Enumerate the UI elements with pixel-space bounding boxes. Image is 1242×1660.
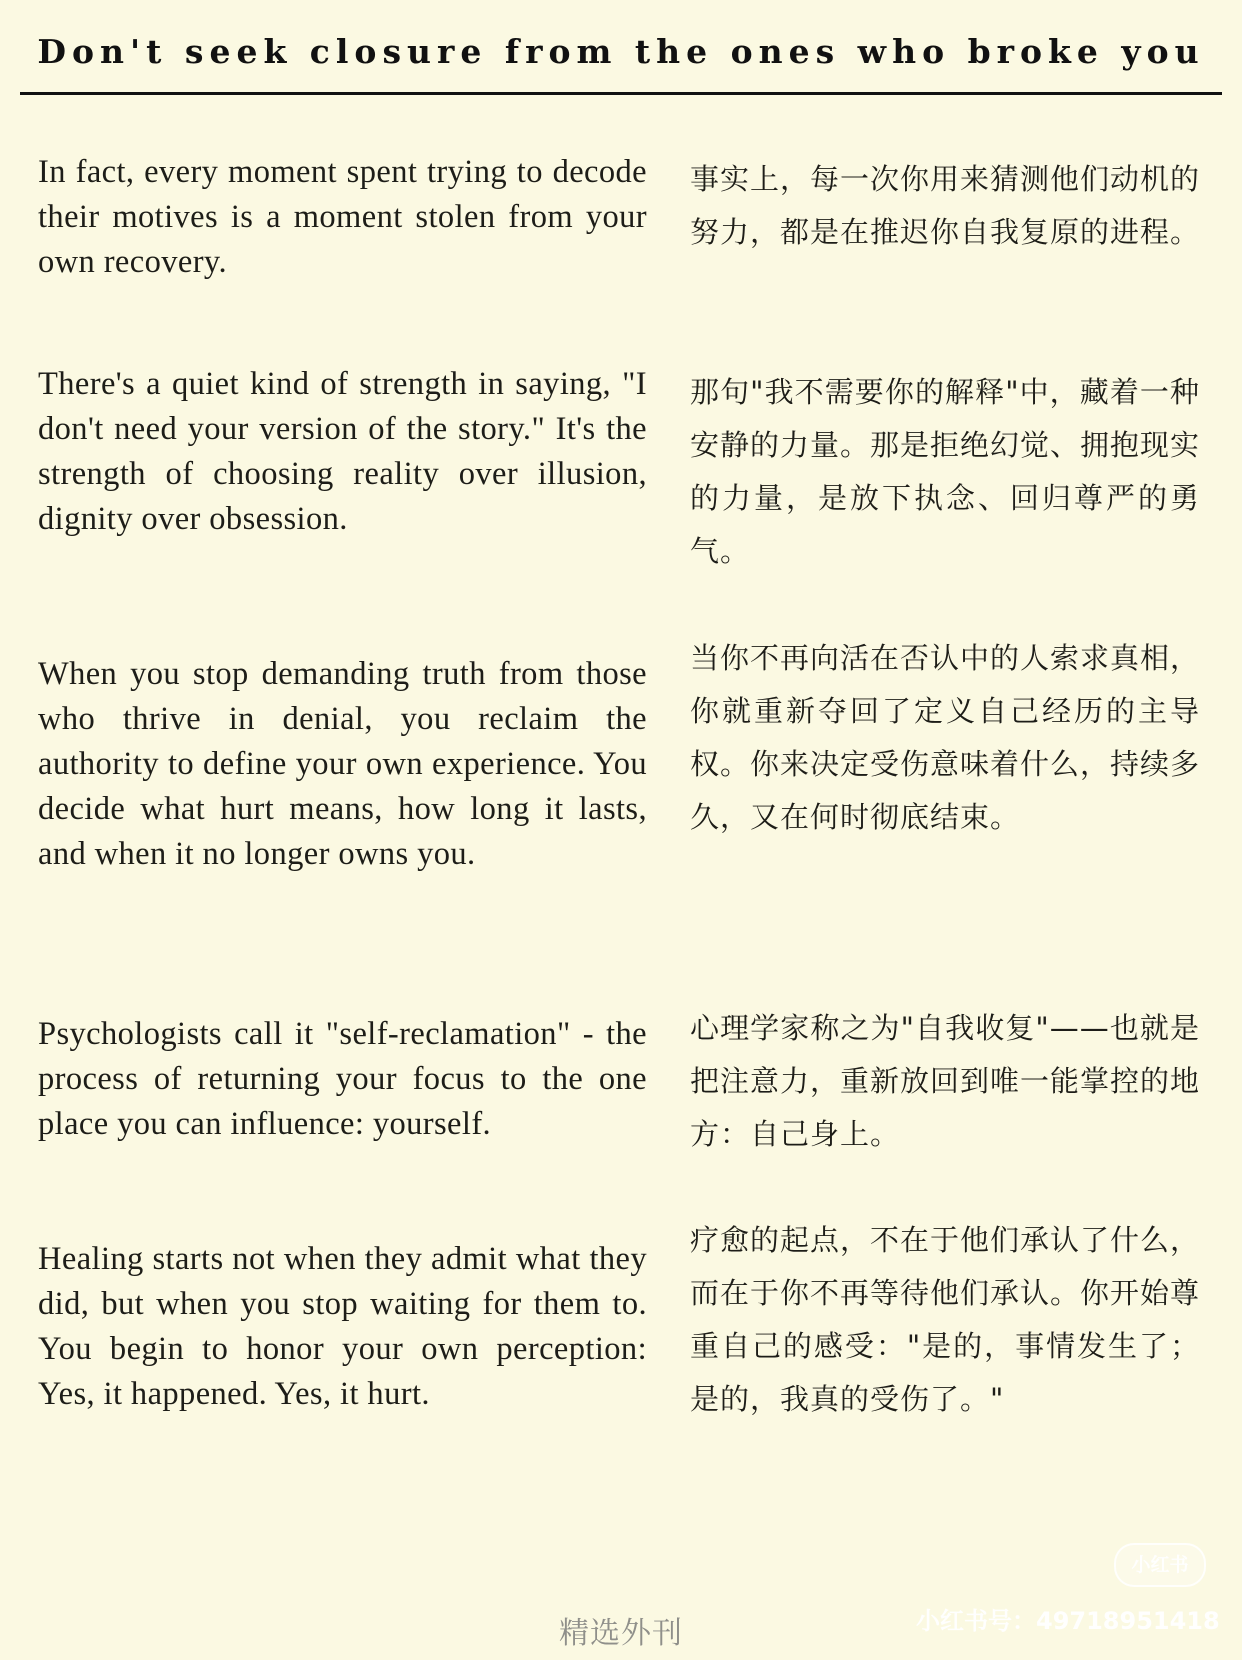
paragraph-4-chinese: 心理学家称之为"自我收复"——也就是把注意力，重新放回到唯一能掌控的地方：自己身上。: [690, 1011, 1201, 1151]
paragraph-5-chinese: 疗愈的起点，不在于他们承认了什么，而在于你不再等待他们承认。你开始尊重自己的感受："是的，事情发生了；是的，我真的受伤了。": [690, 1223, 1201, 1416]
paragraph-5-english: Healing starts not when they admit what they did, but when you stop waiting for them to. You begin to honor your own perception: Yes, it happened. Yes, it hurt.: [38, 1241, 647, 1412]
footer-label: 精选外刊: [559, 1616, 683, 1651]
paragraph-1-english: In fact, every moment spent trying to decode their motives is a moment stolen from your own recovery.: [38, 154, 647, 280]
title-divider: [20, 92, 1222, 95]
paragraph-3-chinese: 当你不再向活在否认中的人索求真相，你就重新夺回了定义自己经历的主导权。你来决定受伤意味着什么，持续多久，又在何时彻底结束。: [690, 641, 1201, 834]
paragraph-3-english: When you stop demanding truth from those who thrive in denial, you reclaim the authority to define your own experience. You decide what hurt means, how long it lasts, and when it no longer owns you.: [38, 656, 647, 872]
paragraph-2-english: There's a quiet kind of strength in saying, "I don't need your version of the story." It's the strength of choosing reality over illusion, dignity over obsession.: [38, 366, 647, 537]
paragraph-1-chinese: 事实上，每一次你用来猜测他们动机的努力，都是在推迟你自我复原的进程。: [690, 162, 1201, 249]
page-title: Don't seek closure from the ones who broke you: [37, 32, 1205, 71]
paragraph-2-chinese: 那句"我不需要你的解释"中，藏着一种安静的力量。那是拒绝幻觉、拥抱现实的力量，是放下执念、回归尊严的勇气。: [690, 375, 1201, 568]
watermark-id: 小红书号：49718951418: [916, 1607, 1220, 1635]
paragraph-4-english: Psychologists call it "self-reclamation" - the process of returning your focus to the one place you can influence: yourself.: [38, 1016, 647, 1142]
watermark-logo: 小红书: [1114, 1543, 1206, 1587]
